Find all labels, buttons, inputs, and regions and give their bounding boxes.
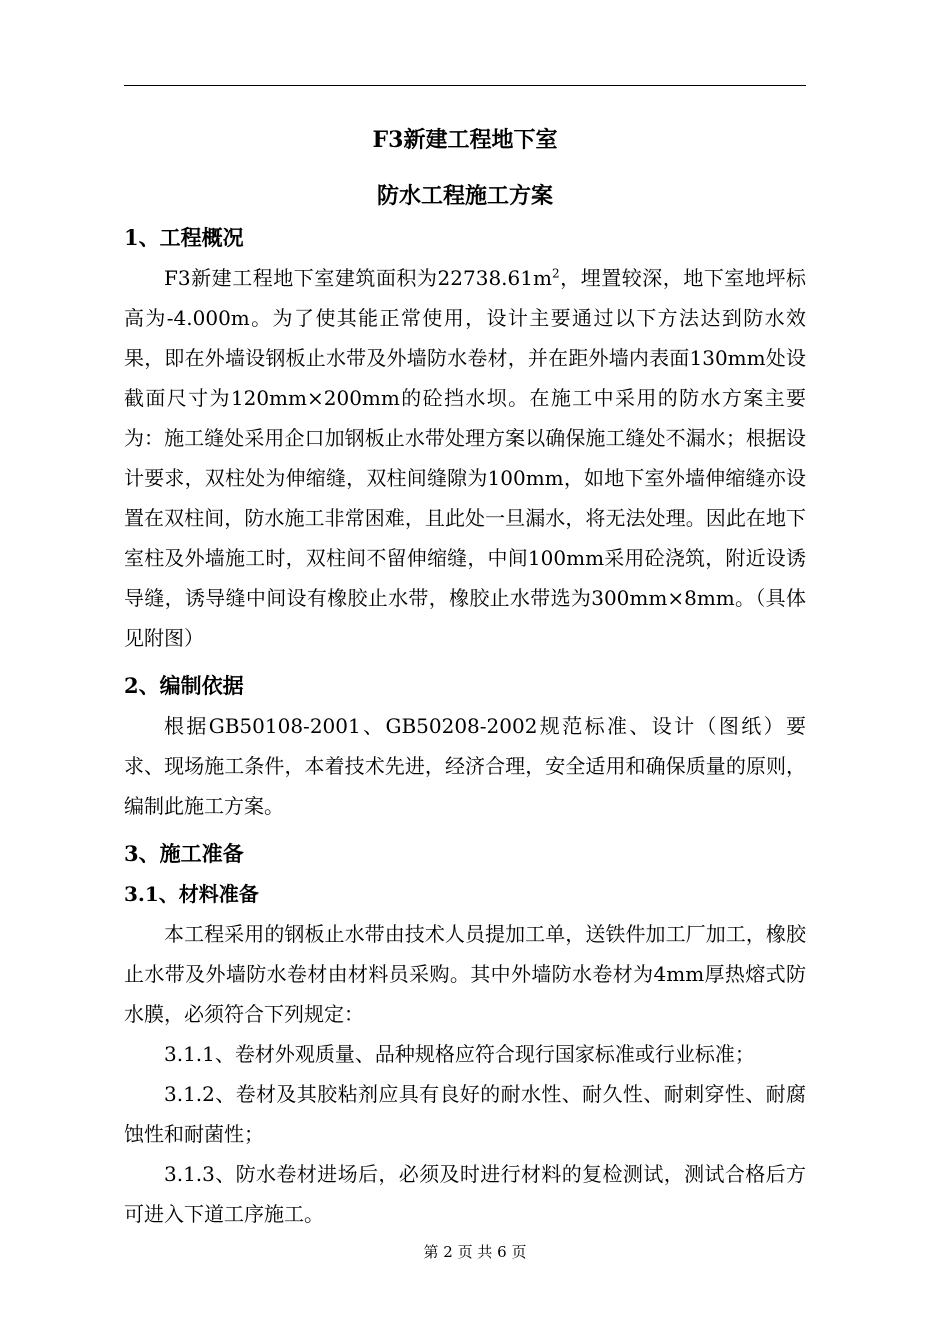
section-1-paragraph	[124, 258, 806, 658]
section-2-heading: 2、编制依据	[124, 673, 244, 698]
section-1-text-b: ，埋置较深，地下室地坪标高为-4.000m。为了使其能正常使用，设计主要通过以下方法达到防水效果，即在外墙设钢板止水带及外墙防水卷材，并在距外墙内表面130mm处设截面尺寸为120mm×200mm的砼挡水坝。在施工中采用的防水方案主要为：施工缝处采用企口加钢板止水带处理方案以确保施工缝处不漏水；根据设计要求，双柱处为伸缩缝，双柱间缝隙为100mm，如地下室外墙伸缩缝亦设置在双柱间，防水施工非常困难，且此处一旦漏水，将无法处理。因此在地下室柱及外墙施工时，双柱间不留伸缩缝，中间100mm采用砼浇筑，附近设诱导缝，诱导缝中间设有橡胶止水带，橡胶止水带选为300mm×8mm。（具体见附图）	[124, 266, 807, 650]
section-1-text-a: F3新建工程地下室建筑面积为22738.61m	[164, 266, 552, 290]
section-3-1-heading: 3.1、材料准备	[124, 882, 259, 906]
header-rule	[124, 85, 806, 86]
page-footer: 第 2 页 共 6 页	[423, 1243, 527, 1261]
document-title-line2: 防水工程施工方案	[376, 183, 553, 209]
section-3-heading: 3、施工准备	[124, 841, 244, 866]
section-1-heading: 1、工程概况	[124, 225, 244, 250]
section-3-1-paragraph: 本工程采用的钢板止水带由技术人员提加工单，送铁件加工厂加工，橡胶止水带及外墙防水卷材由材料员采购。其中外墙防水卷材为4mm厚热熔式防水膜，必须符合下列规定：	[124, 922, 806, 1026]
item-3-1-1: 3.1.1、卷材外观质量、品种规格应符合现行国家标准或行业标准；	[164, 1042, 755, 1066]
superscript-2: 2	[551, 266, 560, 281]
section-2-paragraph: 根据GB50108-2001、GB50208-2002规范标准、设计（图纸）要求、现场施工条件，本着技术先进，经济合理，安全适用和确保质量的原则，编制此施工方案。	[124, 714, 806, 818]
item-3-1-3: 3.1.3、防水卷材进场后，必须及时进行材料的复检测试，测试合格后方可进入下道工序施工。	[124, 1162, 806, 1226]
document-body	[124, 120, 806, 1234]
item-3-1-2: 3.1.2、卷材及其胶粘剂应具有良好的耐水性、耐久性、耐刺穿性、耐腐蚀性和耐菌性；	[124, 1082, 806, 1146]
document-title-line1: F3新建工程地下室	[372, 127, 558, 153]
